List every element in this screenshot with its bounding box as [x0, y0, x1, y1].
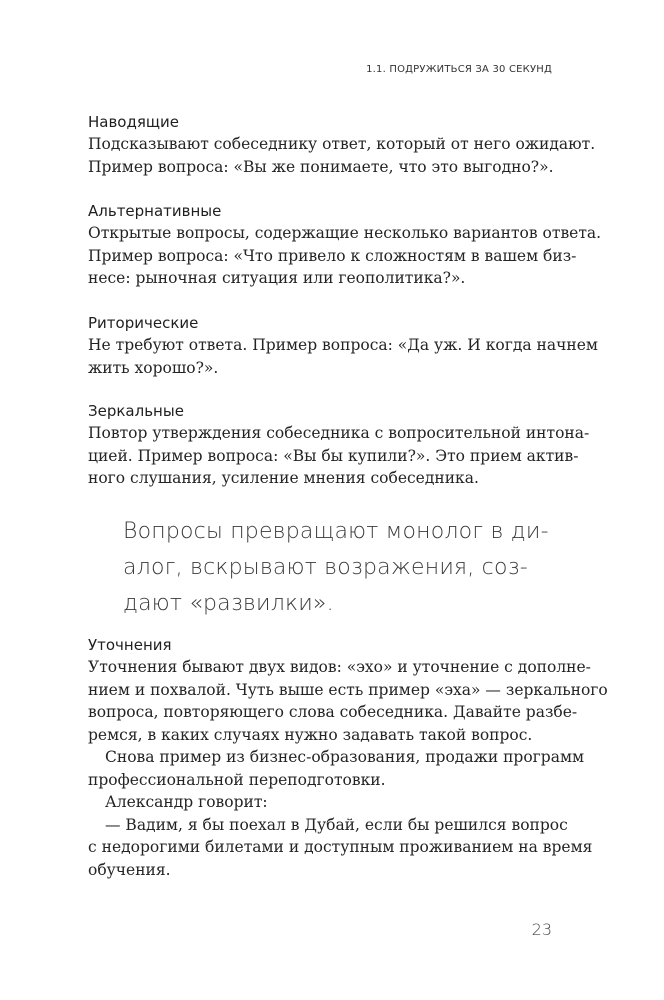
- body-line: цией. Пример вопроса: «Вы бы купили?». Это прием актив-: [88, 446, 579, 465]
- body-line: Пример вопроса: «Вы же понимаете, что это выгодно?».: [88, 157, 554, 176]
- body-line: Уточнения бывают двух видов: «эхо» и уточнение с дополне-: [88, 658, 591, 676]
- section-heading: Зеркальные: [88, 402, 184, 420]
- body-line: — Вадим, я бы поехал в Дубай, если бы решился вопрос: [105, 815, 568, 834]
- pull-quote: [123, 514, 549, 622]
- section-heading: Риторические: [88, 314, 199, 332]
- body-line: Пример вопроса: «Что привело к сложностям в вашем биз-: [88, 246, 577, 265]
- body-line: ного слушания, усиление мнения собеседника.: [88, 469, 479, 487]
- body-line: Снова пример из бизнес-образования, продажи программ: [105, 748, 585, 766]
- pull-quote-line: дают «развилки».: [123, 591, 334, 616]
- section-heading: Уточнения: [88, 636, 172, 654]
- section-alternative-questions: [88, 200, 602, 290]
- section-rhetorical-questions: [88, 312, 598, 379]
- body-line: Не требуют ответа. Пример вопроса: «Да уж. И когда начнем: [88, 336, 598, 354]
- pull-quote-line: алог, вскрывают возражения, соз-: [123, 555, 528, 580]
- running-head: 1.1. ПОДРУЖИТЬСЯ ЗА 30 СЕКУНД: [366, 64, 552, 75]
- section-mirror-questions: [88, 400, 590, 490]
- section-clarifications: [88, 634, 608, 881]
- body-line: обучения.: [88, 860, 171, 879]
- body-line: профессиональной переподготовки.: [88, 770, 386, 789]
- body-line: вопроса, повторяющего слова собеседника. Давайте разбе-: [88, 703, 578, 721]
- body-line: Подсказывают собеседнику ответ, который от него ожидают.: [88, 135, 596, 153]
- body-line: несе: рыночная ситуация или геополитика?».: [88, 269, 466, 287]
- body-line: жить хорошо?».: [88, 358, 219, 377]
- body-line: ремся, в каких случаях нужно задавать такой вопрос.: [88, 725, 533, 744]
- body-line: Повтор утверждения собеседника с вопросительной интона-: [88, 424, 590, 442]
- section-heading: Наводящие: [88, 113, 179, 131]
- body-line: с недорогими билетами и доступным проживанием на время: [88, 838, 593, 856]
- body-line: Александр говорит:: [105, 793, 268, 811]
- body-line: Открытые вопросы, содержащие несколько вариантов ответа.: [88, 224, 602, 242]
- pull-quote-line: Вопросы превращают монолог в ди-: [123, 519, 549, 544]
- section-heading: Альтернативные: [88, 202, 222, 220]
- page-number: 23: [531, 920, 552, 939]
- section-leading-questions: [88, 111, 596, 178]
- body-line: нием и похвалой. Чуть выше есть пример «эха» — зеркального: [88, 680, 608, 699]
